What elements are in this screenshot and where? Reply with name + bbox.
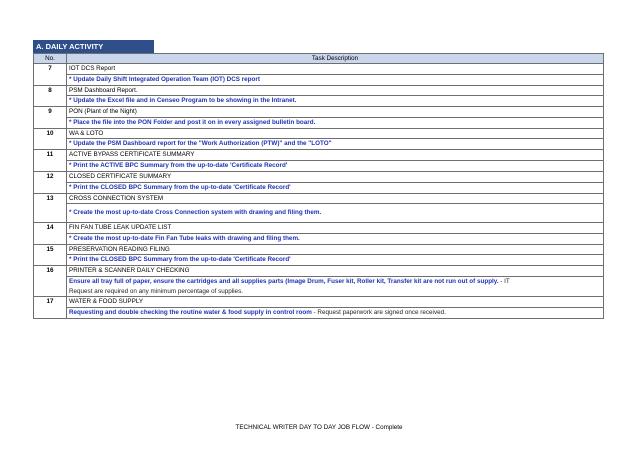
task-row (34, 297, 604, 308)
task-number: 15 (34, 244, 67, 266)
task-detail: Ensure all tray full of paper, ensure the cartridges and all supplies parts (Image Drum, Fuser kit, Roller kit, Transfer kit are not run out of supply. (69, 277, 499, 285)
task-number: 7 (34, 64, 67, 86)
task-detail: * Print the CLOSED BPC Summary from the up-to-date 'Certificate Record' (69, 183, 291, 191)
task-detail-row (34, 74, 604, 85)
task-detail-note: - IT (498, 277, 510, 285)
task-title: FIN FAN TUBE LEAK UPDATE LIST (67, 223, 604, 234)
task-detail-cell (67, 160, 604, 171)
task-detail-row (34, 233, 604, 244)
task-detail-row (34, 117, 604, 128)
task-detail-row (34, 204, 604, 223)
task-number: 10 (34, 128, 67, 150)
task-detail: * Print the CLOSED BPC Summary from the up-to-date 'Certificate Record' (69, 256, 291, 264)
table-header-row (34, 54, 604, 64)
task-detail-row (34, 307, 604, 318)
task-detail-row (34, 255, 604, 266)
task-title: WA & LOTO (67, 128, 604, 139)
header-description: Task Description (67, 54, 604, 64)
task-number: 16 (34, 266, 67, 297)
task-detail-cell (67, 204, 604, 223)
task-detail-cell (67, 139, 604, 150)
task-title: CROSS CONNECTION SYSTEM (67, 193, 604, 204)
task-detail: * Update the Excel file and in Censeo Program to be showing in the Intranet. (69, 97, 297, 105)
task-detail-row (34, 182, 604, 193)
task-detail-row (34, 160, 604, 171)
daily-activity-table (33, 53, 604, 319)
task-title: IOT DCS Report (67, 64, 604, 75)
task-detail: Requesting and double checking the routine water & food supply in control room (69, 308, 312, 316)
task-detail: * Create the most up-to-date Cross Connection system with drawing and filing them. (69, 209, 322, 217)
task-detail-cell (67, 96, 604, 107)
task-title: PRINTER & SCANNER DAILY CHECKING (67, 266, 604, 277)
task-detail: * Print the ACTIVE BPC Summary from the up-to-date 'Certificate Record' (69, 161, 288, 169)
task-row (34, 266, 604, 277)
section-title: A. DAILY ACTIVITY (33, 40, 154, 53)
task-detail-row (34, 139, 604, 150)
task-detail: * Create the most up-to-date Fin Fan Tube leaks with drawing and filing them. (69, 234, 300, 242)
task-detail-cell (67, 307, 604, 318)
task-row (34, 107, 604, 118)
task-detail-note-line2: Request are required on any minimum percentage of supplies. (69, 287, 243, 295)
task-title: PON (Plant of the Night) (67, 107, 604, 118)
task-row (34, 193, 604, 204)
task-title: WATER & FOOD SUPPLY (67, 297, 604, 308)
task-row (34, 171, 604, 182)
task-number: 11 (34, 150, 67, 172)
task-row (34, 150, 604, 161)
task-title: ACTIVE BYPASS CERTIFICATE SUMMARY (67, 150, 604, 161)
table-body (34, 64, 604, 319)
task-number: 13 (34, 193, 67, 223)
task-row (34, 64, 604, 75)
task-number: 8 (34, 85, 67, 107)
task-number: 12 (34, 171, 67, 193)
task-row (34, 128, 604, 139)
task-detail-cell (67, 182, 604, 193)
task-row (34, 223, 604, 234)
task-title: PRESERVATION READING FILING (67, 244, 604, 255)
task-detail: * Place the file into the PON Folder and post it on in every assigned bulletin board. (69, 118, 316, 126)
task-detail-row (34, 276, 604, 296)
task-number: 14 (34, 223, 67, 245)
task-detail-cell (67, 233, 604, 244)
task-row (34, 244, 604, 255)
task-number: 9 (34, 107, 67, 129)
task-detail: * Update the PSM Dashboard report for the "Work Authorization (PTW)" and the "LOTO" (69, 140, 332, 148)
header-no: No. (34, 54, 67, 64)
task-row (34, 85, 604, 96)
task-detail: * Update Daily Shift Integrated Operation Team (IOT) DCS report (69, 75, 260, 83)
task-title: CLOSED CERTIFICATE SUMMARY (67, 171, 604, 182)
task-detail-cell (67, 74, 604, 85)
task-title: PSM Dashboard Report. (67, 85, 604, 96)
task-detail-cell (67, 117, 604, 128)
task-detail-cell (67, 255, 604, 266)
task-detail-cell (67, 276, 604, 296)
page-footer: TECHNICAL WRITER DAY TO DAY JOB FLOW - Complete (235, 424, 403, 431)
task-number: 17 (34, 297, 67, 319)
task-detail-note: - Request paperwork are signed once received. (311, 308, 446, 316)
task-detail-row (34, 96, 604, 107)
